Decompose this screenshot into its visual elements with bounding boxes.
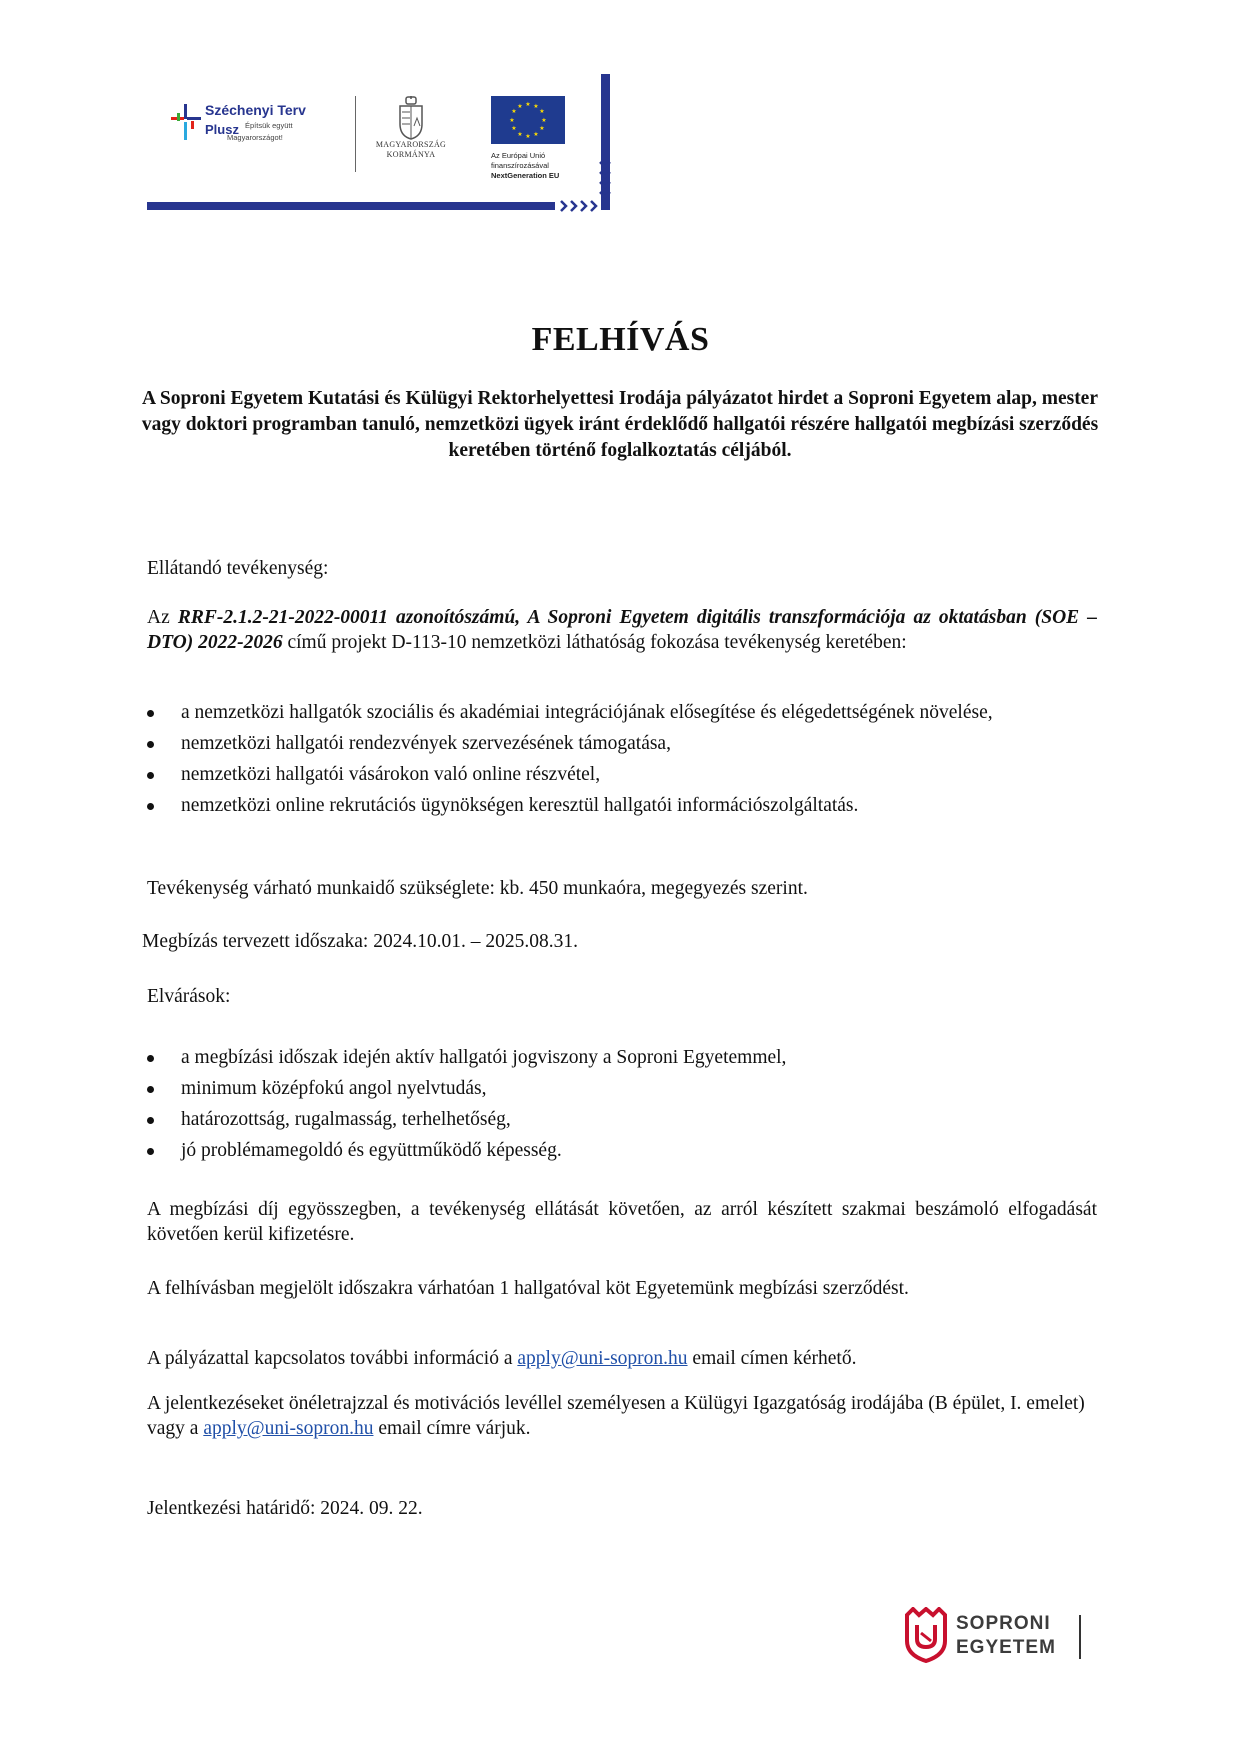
svg-text:★: ★: [511, 108, 517, 115]
info-text-before: A pályázattal kapcsolatos további információ a: [147, 1348, 518, 1369]
list-item: határozottság, rugalmasság, terhelhetőség,: [147, 1107, 1107, 1132]
svg-text:★: ★: [509, 117, 515, 124]
svg-text:★: ★: [511, 125, 517, 132]
bullet-icon: [147, 772, 154, 779]
banner-frame-bottom: [147, 202, 555, 210]
info-email-link[interactable]: apply@uni-sopron.hu: [517, 1348, 688, 1369]
logo-line2: EGYETEM: [956, 1637, 1056, 1658]
page-title: FELHÍVÁS: [531, 321, 710, 358]
szechenyi-slogan-line2: Magyarországot!: [227, 133, 283, 142]
szechenyi-cross-icon: [171, 104, 201, 140]
svg-text:★: ★: [533, 131, 539, 138]
university-shield-icon: [903, 1607, 949, 1663]
szechenyi-plus: Plusz: [205, 122, 239, 137]
eu-line1: Az Európai Unió: [491, 151, 546, 160]
svg-text:★: ★: [517, 103, 523, 110]
payment-paragraph: A megbízási díj egyösszegben, a tevékenység ellátását követően, az arról készített szakmai beszámoló elfogadását követően kerül kifizetésre.: [147, 1199, 1097, 1245]
svg-text:★: ★: [533, 103, 539, 110]
bullet-icon: [147, 710, 154, 717]
logo-line1: SOPRONI: [956, 1613, 1051, 1634]
bullet-icon: [147, 1148, 154, 1155]
bullet-icon: [147, 1086, 154, 1093]
requirements-heading: Elvárások:: [147, 986, 231, 1007]
deadline-text: Jelentkezési határidő: 2024. 09. 22.: [147, 1498, 423, 1519]
activity-heading: Ellátandó tevékenység:: [147, 558, 329, 579]
application-paragraph: [147, 1391, 1097, 1441]
svg-text:★: ★: [517, 131, 523, 138]
activities-list: [147, 700, 1107, 824]
info-paragraph: [147, 1346, 1097, 1371]
bullet-icon: [147, 1117, 154, 1124]
list-item: nemzetközi hallgatói rendezvények szervezésének támogatása,: [147, 731, 1107, 756]
project-suffix: című projekt D-113-10 nemzetközi láthatóság fokozása tevékenység keretében:: [282, 632, 907, 653]
application-text-after: email címre várjuk.: [373, 1418, 531, 1439]
eu-line2: finanszírozásával: [491, 161, 549, 170]
soproni-egyetem-logo: [903, 1607, 1093, 1669]
list-item: a megbízási időszak idején aktív hallgatói jogviszony a Soproni Egyetemmel,: [147, 1045, 1107, 1070]
szechenyi-slogan-line1: Építsük együtt: [245, 121, 293, 130]
government-line1: MAGYARORSZÁG: [375, 140, 447, 149]
svg-text:★: ★: [539, 108, 545, 115]
info-text-after: email címen kérhető.: [687, 1348, 857, 1369]
project-paragraph: [147, 605, 1097, 655]
period-text: Megbízás tervezett időszaka: 2024.10.01. – 2025.08.31.: [142, 931, 578, 952]
government-logo: [361, 96, 461, 180]
contract-note: A felhívásban megjelölt időszakra várhatóan 1 hallgatóval köt Egyetemünk megbízási szerződést.: [147, 1278, 909, 1299]
eu-funding-logo: [491, 96, 591, 196]
list-item: nemzetközi hallgatói vásárokon való online részvétel,: [147, 762, 1107, 787]
svg-text:★: ★: [539, 125, 545, 132]
chevron-right-icon: [557, 199, 601, 213]
header-logo-banner: [147, 74, 610, 216]
workload-text: Tevékenység várható munkaidő szükséglete: kb. 450 munkaóra, megegyezés szerint.: [147, 878, 808, 899]
project-prefix: Az: [147, 607, 178, 628]
svg-text:★: ★: [541, 117, 547, 124]
intro-paragraph: A Soproni Egyetem Kutatási és Külügyi Rektorhelyettesi Irodája pályázatot hirdet a Soproni Egyetem alap, mester vagy doktori programban tanuló, nemzetközi ügyek iránt érdeklődő hallgatói részére hallgatói megbízási szerződés keretében történő foglalkoztatás céljából.: [141, 388, 1099, 461]
svg-text:★: ★: [525, 133, 531, 140]
requirements-list: [147, 1045, 1107, 1169]
list-item: a nemzetközi hallgatók szociális és akadémiai integrációjának elősegítése és elégedettségének növelése,: [147, 700, 1107, 725]
logo-divider: [355, 96, 356, 172]
logo-separator: [1079, 1615, 1081, 1659]
bullet-icon: [147, 741, 154, 748]
eu-flag-icon: [491, 96, 565, 144]
szechenyi-title: Széchenyi Terv: [205, 102, 306, 118]
application-text-before: A jelentkezéseket önéletrajzzal és motivációs levéllel személyesen a Külügyi Igazgatóság irodájába (B épület, I. emelet) vagy a: [147, 1393, 1085, 1439]
svg-text:★: ★: [525, 101, 531, 108]
bullet-icon: [147, 1055, 154, 1062]
application-email-link[interactable]: apply@uni-sopron.hu: [203, 1418, 374, 1439]
eu-line3: NextGeneration EU: [491, 171, 560, 180]
szechenyi-terv-logo: [171, 102, 321, 158]
government-line2: KORMÁNYA: [386, 150, 436, 159]
list-item: nemzetközi online rekrutációs ügynökségen keresztül hallgatói információszolgáltatás.: [147, 793, 1107, 818]
list-item: minimum középfokú angol nyelvtudás,: [147, 1076, 1107, 1101]
bullet-icon: [147, 803, 154, 810]
coat-of-arms-icon: [397, 96, 425, 140]
project-identifier: RRF-2.1.2-21-2022-00011 azonoítószámú, A Soproni Egyetem digitális transzformációja az oktatásban (SOE – DTO) 2022-2026: [147, 607, 1097, 653]
list-item: jó problémamegoldó és együttműködő képesség.: [147, 1138, 1107, 1163]
